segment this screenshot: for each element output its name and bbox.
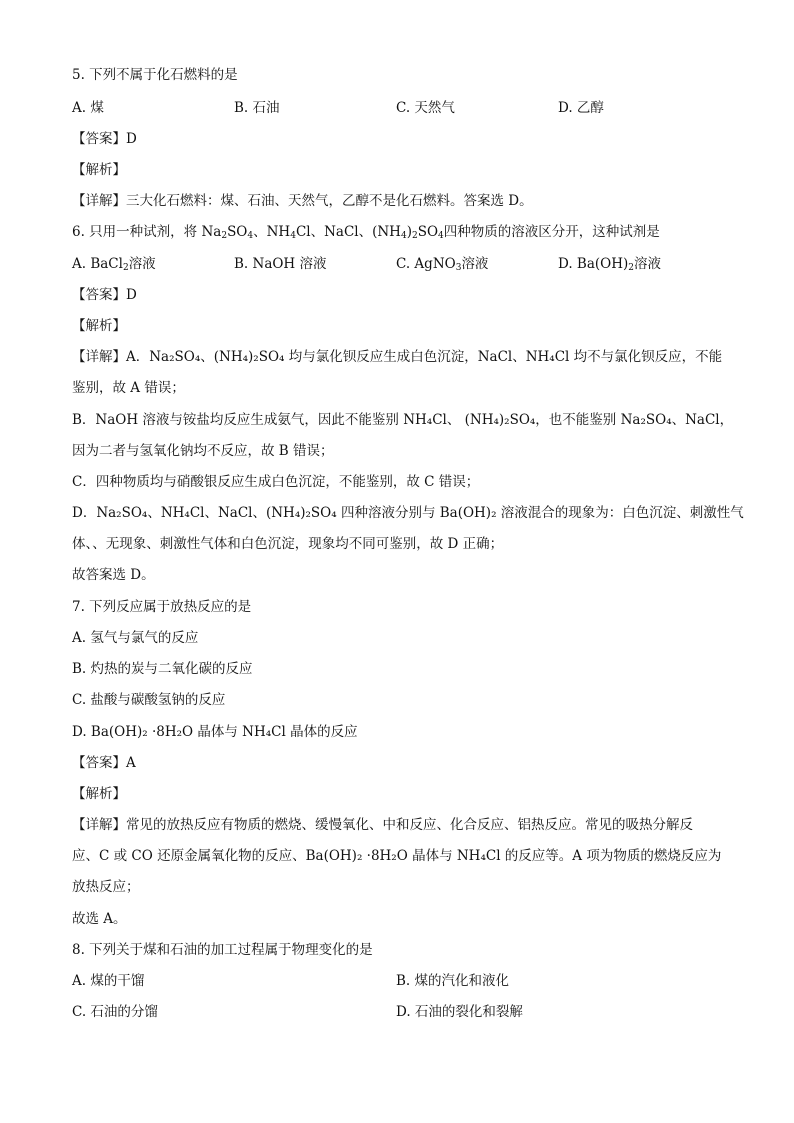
q6-option-b: B. NaOH 溶液 — [234, 256, 327, 272]
q6-answer: 【答案】D — [72, 287, 137, 303]
q5-option-d: D. 乙醇 — [558, 100, 604, 116]
question-5-stem: 5. 下列不属于化石燃料的是 — [72, 67, 238, 83]
q8-option-d: D. 石油的裂化和裂解 — [396, 1004, 523, 1020]
q6-option-a: A. BaCl$_2$溶液 — [72, 256, 156, 273]
q7-answer: 【答案】A — [72, 755, 136, 771]
q7-option-d: D. Ba(OH)₂ ·8H₂O 晶体与 NH₄Cl 晶体的反应 — [72, 724, 358, 740]
q6-analysis-heading: 【解析】 — [72, 318, 126, 334]
q6-conclusion: 故答案选 D。 — [72, 567, 155, 583]
q6-detail-c: C．四种物质均与硝酸银反应生成白色沉淀，不能鉴别，故 C 错误； — [72, 474, 480, 490]
q6-option-d: D. $Ba(OH)_2$溶液 — [558, 256, 662, 273]
q6-option-c: C. AgNO$_3$溶液 — [396, 256, 489, 273]
q7-detail-3: 放热反应； — [72, 879, 140, 895]
q5-answer: 【答案】D — [72, 131, 137, 147]
q8-option-b: B. 煤的汽化和液化 — [396, 973, 510, 989]
question-6-stem: 6. 只用一种试剂，将 $Na_2SO_4$、$NH_4Cl$、NaCl、$(NH_4)_2SO_4$四种物质的溶液区分开，这种试剂是 — [72, 224, 660, 241]
q5-option-a: A. 煤 — [72, 100, 104, 116]
q6-detail-b: B．NaOH 溶液与铵盐均反应生成氨气，因此不能鉴别 NH₄Cl、 (NH₄)₂SO₄，也不能鉴别 Na₂SO₄、NaCl， — [72, 412, 734, 428]
q6-detail-d-cont: 体、、无现象、刺激性气体和白色沉淀，现象均不同可鉴别，故 D 正确； — [72, 536, 504, 552]
question-8-stem: 8. 下列关于煤和石油的加工过程属于物理变化的是 — [72, 942, 373, 958]
q7-option-a: A. 氢气与氯气的反应 — [72, 630, 199, 646]
q7-option-b: B. 灼热的炭与二氧化碳的反应 — [72, 661, 253, 677]
q6-detail-a-cont: 鉴别，故 A 错误； — [72, 380, 185, 396]
q7-analysis-heading: 【解析】 — [72, 786, 126, 802]
q8-option-a: A. 煤的干馏 — [72, 973, 145, 989]
q7-option-c: C. 盐酸与碳酸氢钠的反应 — [72, 692, 226, 708]
q7-conclusion: 故选 A。 — [72, 911, 127, 927]
q7-detail-2: 应、C 或 CO 还原金属氧化物的反应、Ba(OH)₂ ·8H₂O 晶体与 NH₄Cl 的反应等。A 项为物质的燃烧反应为 — [72, 848, 722, 864]
q6-detail-b-cont: 因为二者与氢氧化钠均不反应，故 B 错误； — [72, 443, 334, 459]
q7-detail-1: 【详解】常见的放热反应有物质的燃烧、缓慢氧化、中和反应、化合反应、铝热反应。常见的吸热分解反 — [72, 817, 693, 833]
q5-detail: 【详解】三大化石燃料：煤、石油、天然气，乙醇不是化石燃料。答案选 D。 — [72, 193, 533, 209]
q8-option-c: C. 石油的分馏 — [72, 1004, 158, 1020]
question-7-stem: 7. 下列反应属于放热反应的是 — [72, 599, 252, 615]
q5-analysis-heading: 【解析】 — [72, 162, 126, 178]
q5-option-b: B. 石油 — [234, 100, 280, 116]
q5-option-c: C. 天然气 — [396, 100, 455, 116]
q6-detail-a: 【详解】A．Na₂SO₄、(NH₄)₂SO₄ 均与氯化钡反应生成白色沉淀，NaCl、NH₄Cl 均不与氯化钡反应，不能 — [72, 349, 723, 365]
q6-detail-d: D．Na₂SO₄、NH₄Cl、NaCl、(NH₄)₂SO₄ 四种溶液分别与 Ba(OH)₂ 溶液混合的现象为：白色沉淀、刺激性气 — [72, 505, 744, 521]
